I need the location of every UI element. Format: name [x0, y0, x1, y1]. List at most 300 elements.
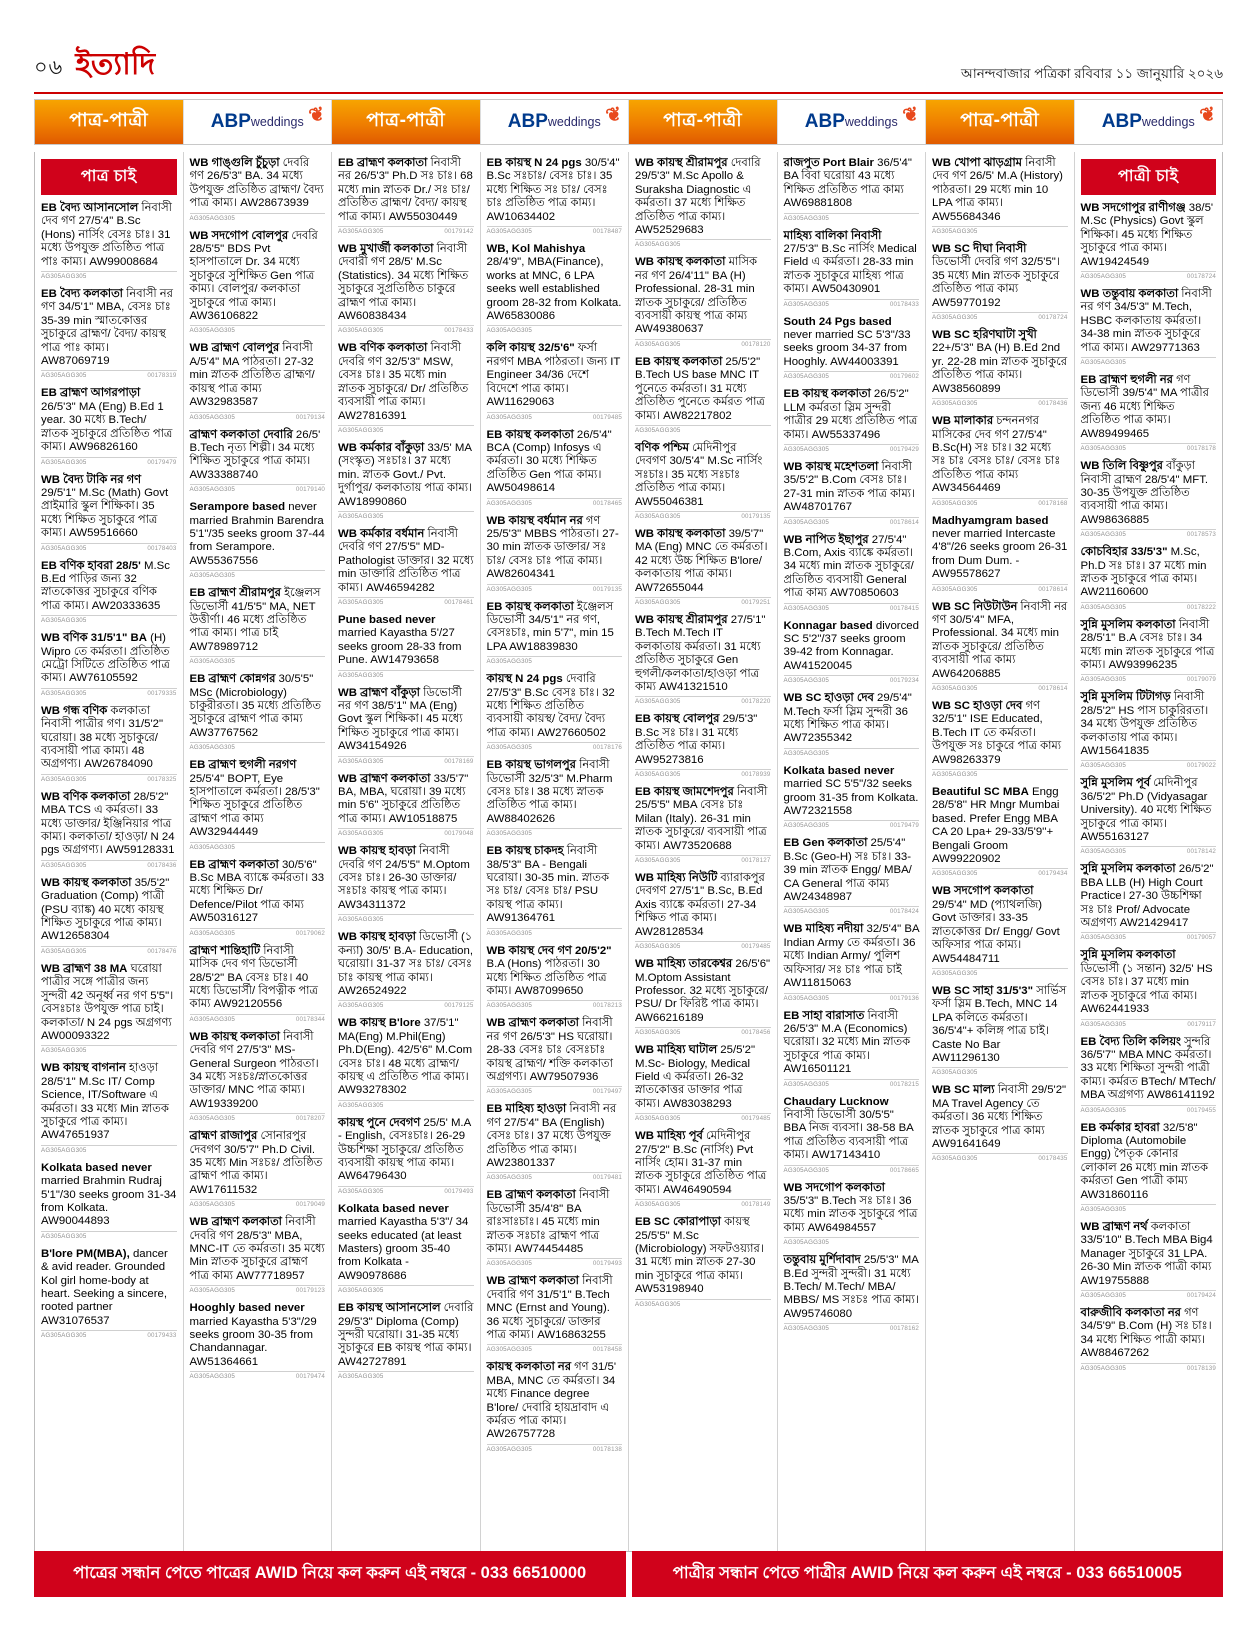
classified-ad[interactable]	[635, 256, 771, 347]
ad-code-right: 00179479	[147, 458, 177, 466]
ad-code-left: AG305AGG305	[635, 512, 681, 520]
ad-code	[41, 543, 177, 552]
classified-ad[interactable]	[190, 1031, 326, 1122]
classified-ad[interactable]	[784, 230, 920, 308]
ad-text: সুন্নি মুসলিম কলকাতা 26/5'2" BBA LLB (H) High Court Practice। 27-30 উচ্চশিক্ষা সঃ চাঃ Prof/ Advocate অগ্রগণ্য AW21429417	[1080, 863, 1214, 930]
classified-ad[interactable]	[1081, 374, 1217, 452]
ad-text: WB কায়স্থ বর্ধমান নর গণ 25/5'3" MBBS পাঠরতা। 27-30 min স্নাতক ডাক্তার/ সঃ চাঃ/ বেসঃ চাঃ পাত্র কাম্য। AW82604341	[486, 514, 619, 581]
ad-text: সুন্নি মুসলিম কলকাতা ডিভোর্সী (১ সন্তান) 32/5' HS বেসঃ চাঃ। 37 মধ্যে min স্নাতক সুচাকুরে পাত্র কাম্য। AW62441933	[1080, 949, 1213, 1016]
classified-ad[interactable]	[487, 845, 623, 936]
banner-patra-patri-4[interactable]	[629, 100, 778, 144]
ad-code-right: 00178573	[1186, 531, 1216, 539]
ad-code-right: 00178168	[1038, 499, 1068, 507]
ad-code	[41, 946, 177, 955]
banner-label: পাত্র-পাত্রী	[69, 110, 149, 131]
butterfly-icon: ❦	[1198, 103, 1219, 128]
classified-ad[interactable]	[190, 759, 326, 850]
ad-code-left: AG305AGG305	[189, 1015, 236, 1023]
classified-ad[interactable]	[487, 1189, 623, 1267]
masthead-rule	[34, 92, 1223, 94]
ad-code	[784, 820, 920, 829]
ad-code-left: AG305AGG305	[932, 314, 978, 322]
ad-code-left: AG305AGG305	[635, 857, 681, 865]
classified-ad[interactable]	[487, 1017, 623, 1095]
classified-ad[interactable]	[487, 673, 623, 751]
classified-ad[interactable]	[487, 945, 623, 1010]
ad-code-left: AG305AGG305	[189, 1373, 236, 1381]
ad-code-left: AG305AGG305	[932, 1155, 978, 1163]
ad-code-right: 00178149	[741, 1201, 771, 1209]
ad-code-right: 00178458	[592, 1346, 622, 1354]
ad-code	[1081, 760, 1217, 769]
footer-groom-helpline[interactable]: পাত্রের সন্ধান পেতে পাত্রের AWID নিয়ে কল করুন এই নম্বরে - 033 66510000	[34, 1551, 626, 1597]
ad-code-right: 00179135	[592, 585, 622, 593]
ad-code-left: AG305AGG305	[1080, 273, 1127, 281]
banner-patra-patri-0[interactable]	[35, 100, 184, 144]
ad-code	[338, 828, 474, 837]
classified-column-1	[35, 152, 184, 1551]
classified-ad[interactable]	[932, 157, 1068, 235]
classified-ad[interactable]	[1081, 777, 1217, 855]
banner-patra-patri-2[interactable]	[332, 100, 481, 144]
classified-ad[interactable]	[784, 1010, 920, 1088]
classified-ad[interactable]	[1081, 546, 1217, 611]
classified-ad[interactable]	[190, 342, 326, 420]
ad-code	[1081, 1363, 1217, 1372]
footer	[34, 1551, 1223, 1597]
classified-ad[interactable]	[784, 923, 920, 1001]
ad-code-left: AG305AGG305	[1080, 1292, 1127, 1299]
classified-ad[interactable]	[41, 288, 177, 379]
ad-code-left: AG305AGG305	[1080, 1205, 1127, 1213]
classified-ad[interactable]	[932, 786, 1068, 877]
ad-code-left: AG305AGG305	[932, 969, 978, 977]
classified-ad[interactable]	[41, 474, 177, 552]
ad-text: WB কায়স্থ শ্রীরামপুর 27/5'1" B.Tech M.Tech IT কলকাতায় কর্মরতা। 31 মধ্যে প্রতিষ্ঠিত সুচাকুরে Gen হুগলী/কলকাতা/হাওড়া পাত্র কাম্য AW41321510	[635, 613, 766, 693]
ad-code-left: AG305AGG305	[783, 604, 830, 612]
banner-label: পাত্র-পাত্রী	[366, 110, 446, 131]
ad-text: Hooghly based never married Kayastha 5'3"/29 seeks groom 30-35 from Chandannagar. AW51364661	[189, 1302, 317, 1368]
classified-ad[interactable]	[190, 1302, 326, 1380]
classified-ad[interactable]	[190, 587, 326, 665]
classified-ad[interactable]	[190, 157, 326, 222]
ad-code-right: 00179062	[295, 929, 325, 937]
ad-code-left: AG305AGG305	[338, 327, 384, 335]
classified-ad[interactable]	[635, 1216, 771, 1307]
ad-code-left: AG305AGG305	[486, 1002, 533, 1010]
classified-ad[interactable]	[487, 515, 623, 593]
classified-ad[interactable]	[932, 601, 1068, 692]
classified-ad[interactable]	[487, 157, 623, 235]
ad-code-left: AG305AGG305	[783, 214, 830, 222]
classified-ad[interactable]	[1081, 460, 1217, 538]
classified-ad[interactable]	[635, 872, 771, 950]
ad-code	[635, 855, 771, 864]
ad-text: Chaudary Lucknow নিবাসী ডিভোর্সী 30/5'5" BBA নিজ ব্যবসা। 38-58 BA পাত্র প্রতিষ্ঠিত ব্যবসায়ী পাত্র কাম্য। AW17143410	[783, 1095, 914, 1162]
classified-ad[interactable]	[487, 601, 623, 666]
banner-strip	[34, 99, 1223, 145]
ad-code-right: 00179140	[295, 486, 325, 494]
ad-code-right: 00178120	[741, 340, 771, 348]
ad-code-left: AG305AGG305	[189, 843, 236, 851]
classified-ad[interactable]	[338, 528, 474, 606]
ad-text: WB কায়স্থ মহেশতলা নিবাসী 35/5'2" B.Com বেসঃ চাঃ। 27-31 min স্নাতক পাত্র কাম্য। AW48701767	[783, 460, 916, 514]
classified-ad[interactable]	[41, 1248, 177, 1339]
classified-column-8	[1075, 152, 1223, 1551]
masthead-title: ইত্যাদি	[75, 48, 156, 81]
ad-code-left: AG305AGG305	[189, 1287, 236, 1295]
classified-ad[interactable]	[784, 461, 920, 526]
ad-code-left: AG305AGG305	[41, 1332, 87, 1340]
banner-abp-weddings-7[interactable]	[1075, 100, 1223, 144]
classified-ad[interactable]	[338, 687, 474, 765]
classified-ad[interactable]	[487, 1275, 623, 1353]
ad-text: WB মাহিষ্য নদীয়া 32/5'4" BA Indian Army তে কর্মরতা। 36 মধ্যে Indian Army/ পুলিশ অফিসার/ সঃ চাঃ পাত্র চাই AW11815063	[783, 923, 919, 990]
ad-code-right: 00178614	[1038, 685, 1068, 692]
ad-code-left: AG305AGG305	[41, 273, 87, 281]
ad-code	[338, 425, 474, 434]
classified-ad[interactable]	[784, 1254, 920, 1332]
ad-code-right: 00178939	[741, 771, 771, 779]
ad-code-right: 00178139	[1186, 1364, 1216, 1372]
banner-label: ABP	[1101, 111, 1142, 132]
ad-text: কলি কায়স্থ 32/5'6" ফর্সা নরগণ MBA পাঠরতা। জন্য IT Engineer 34/36 দেশে বিদেশে পাত্র কাম্য। AW11629063	[486, 342, 621, 409]
classified-ad[interactable]	[635, 157, 771, 248]
classified-ad[interactable]	[1081, 1307, 1217, 1372]
footer-bride-helpline[interactable]: পাত্রীর সন্ধান পেতে পাত্রীর AWID নিয়ে কল করুন এই নম্বরে - 033 66510005	[632, 1551, 1224, 1597]
ad-code-right: 00178435	[1038, 1155, 1068, 1163]
ad-code-left: AG305AGG305	[486, 1088, 533, 1096]
classified-ad[interactable]	[932, 885, 1068, 976]
ad-text: WB নাপিত ইছাপুর 27/5'4" B.Com, Axis ব্যাঙ্কে কর্মরতা। 34 মধ্যে min স্নাতক সুচাকুরে/ প্রতিষ্ঠিত ব্যবসায়ী General পাত্র কাম্য AW70850603	[783, 533, 914, 600]
classified-ad[interactable]	[190, 1216, 326, 1294]
classified-ad[interactable]	[932, 515, 1068, 593]
section-heading: পাত্র চাই	[41, 159, 177, 195]
ad-text: Kolkata based never married SC 5'5"/32 seeks groom 31-35 from Kolkata. AW72321558	[783, 764, 919, 818]
ad-code-right: 00179602	[889, 373, 919, 381]
ad-code-right: 00178142	[1186, 848, 1216, 856]
ad-code	[190, 842, 326, 851]
ad-code-right: 00178665	[889, 1166, 919, 1174]
ad-text: WB SC হাওড়া দেব গণ 32/5'1" ISE Educated, B.Tech IT তে কর্মরতা। উপযুক্ত সঃ চাকুরে পাত্র কাম্য AW98263379	[932, 700, 1062, 766]
ad-code-left: AG305AGG305	[189, 658, 236, 666]
ad-code	[1081, 602, 1217, 611]
ad-text: WB সদগোপ কলকাতা 35/5'3" B.Tech সঃ চাঃ। 36 মধ্যে min স্নাতক সুচাকুরে পাত্র কাম্য AW64984557	[783, 1181, 918, 1234]
classified-ad[interactable]	[41, 1062, 177, 1153]
ad-code-right: 00179117	[1187, 1020, 1216, 1028]
banner-label: ABP	[804, 111, 845, 132]
ad-code	[487, 325, 623, 334]
classified-ad[interactable]	[1081, 691, 1217, 769]
ad-code-left: AG305AGG305	[783, 1080, 830, 1088]
classified-ad[interactable]	[932, 415, 1068, 506]
classified-ad[interactable]	[784, 620, 920, 685]
classified-ad[interactable]	[190, 429, 326, 494]
ad-code-left: AG305AGG305	[932, 499, 978, 507]
classified-ad[interactable]	[635, 1044, 771, 1122]
ad-code	[635, 1199, 771, 1208]
ad-code-right: 00178433	[889, 300, 919, 308]
ad-code-left: AG305AGG305	[41, 947, 87, 955]
butterfly-icon: ❦	[604, 103, 625, 128]
classified-ad[interactable]	[338, 243, 474, 334]
ad-code-right: 00178436	[147, 861, 177, 869]
ad-code-right: 00179234	[889, 677, 919, 685]
classified-ad[interactable]	[190, 859, 326, 937]
ad-text: তন্তুবায় মুর্শিদাবাদ 25/5'3" MA B.Ed সুন্দরী সুন্দরী। 31 মধ্যে B.Tech/ M.Tech/ MBA/ MBBS/ MS সঃচঃ পাত্র কাম্য। AW95746080	[783, 1254, 919, 1320]
ad-code-left: AG305AGG305	[635, 1029, 681, 1037]
ad-code-left: AG305AGG305	[1080, 603, 1127, 611]
classified-ad[interactable]	[338, 442, 474, 520]
banner-sublabel: weddings	[844, 115, 898, 129]
classified-ad[interactable]	[1081, 1122, 1217, 1213]
ad-code	[932, 1067, 1068, 1076]
ad-text: Pune based never married Kayastha 5'/27 seeks groom 28-33 from Pune. AW14793658	[338, 613, 462, 667]
classified-ad[interactable]	[190, 673, 326, 751]
banner-abp-weddings-5[interactable]	[778, 100, 927, 144]
classified-ad[interactable]	[784, 316, 920, 381]
ad-code-left: AG305AGG305	[486, 1260, 533, 1268]
classified-ad[interactable]	[1081, 1221, 1217, 1299]
classified-ad[interactable]	[635, 958, 771, 1036]
classified-ad[interactable]	[635, 356, 771, 434]
ad-code-left: AG305AGG305	[189, 214, 236, 222]
classified-ad[interactable]	[41, 387, 177, 465]
ad-code-right: 00178476	[147, 947, 177, 955]
ad-code	[635, 1027, 771, 1036]
ad-text: WB বৈদ্য টাকি নর গণ 29/5'1" M.Sc (Math) Govt প্রাইমারি স্কুল শিক্ষিকা। 35 মধ্যে শিক্ষিত সুচাকুরে পাত্র কাম্য। AW59516660	[41, 473, 169, 540]
ad-text: WB কর্মকার বাঁকুড়া 33/5' MA (সংস্কৃত) সঃচাঃ। 37 মধ্যে min. স্নাতক Govt./ Pvt. দুর্গাপুর/ কলকাতায় পাত্র কাম্য। AW18990860	[338, 441, 473, 508]
ad-code-right: 00179479	[889, 822, 919, 830]
ad-code	[1081, 1105, 1217, 1114]
classified-ad[interactable]	[338, 1203, 474, 1294]
classified-ad[interactable]	[338, 342, 474, 433]
ad-text: ব্রাহ্মণ শান্তিহাটি নিবাসী মাসিক দেব গণ ডিভোর্সী 28/5'2" BA বেসঃ চাঃ। 40 মধ্যে ডিভোর্সী/ বিপত্নীক পাত্র কাম্য AW92120556	[189, 944, 318, 1011]
classified-ad[interactable]	[784, 157, 920, 222]
banner-abp-weddings-3[interactable]	[481, 100, 630, 144]
banner-patra-patri-6[interactable]	[926, 100, 1075, 144]
classified-ad[interactable]	[784, 1096, 920, 1174]
ad-text: WB মাহিষ্য তারকেশ্বর 26/5'6" M.Optom Assistant Professor. 32 মধ্যে সুচাকুরে/ PSU/ Dr ফিরিষ্ট পাত্র কাম্য। AW66216189	[635, 958, 771, 1024]
ad-code	[487, 1344, 623, 1353]
classified-ad[interactable]	[487, 243, 623, 334]
classified-ad[interactable]	[635, 1130, 771, 1208]
ad-code	[338, 670, 474, 679]
classified-ad[interactable]	[1081, 863, 1217, 941]
classified-ad[interactable]	[487, 342, 623, 420]
ad-code-left: AG305AGG305	[635, 771, 681, 779]
ad-code-left: AG305AGG305	[486, 413, 533, 421]
ad-text: ব্রাহ্মণ রাজাপুর সোনারপুর দেবগণ 30/5'7" Ph.D Civil. 35 মধ্যে Min সঃচঃ/ প্রতিষ্ঠিত ব্রাহ্মণ পাত্র কাম্য। AW17611532	[189, 1130, 323, 1196]
classified-ad[interactable]	[784, 837, 920, 915]
ad-code-left: AG305AGG305	[338, 916, 384, 924]
ad-code	[190, 484, 326, 493]
ad-code-left: AG305AGG305	[41, 458, 87, 466]
ad-code	[784, 1079, 920, 1088]
ad-code-right: 00179485	[592, 413, 622, 421]
classified-ad[interactable]	[932, 329, 1068, 407]
classified-ad[interactable]	[41, 963, 177, 1054]
butterfly-icon: ❦	[901, 103, 922, 128]
ad-code	[1081, 1290, 1217, 1299]
ad-code-left: AG305AGG305	[783, 994, 830, 1002]
ad-code-left: AG305AGG305	[1080, 1020, 1127, 1028]
classified-ad[interactable]	[190, 501, 326, 579]
classified-ad[interactable]	[41, 791, 177, 869]
ad-code	[1081, 271, 1217, 280]
classified-ad[interactable]	[487, 1361, 623, 1452]
ad-code	[338, 1000, 474, 1009]
ad-text: WB SC সাহা 31/5'3" সার্ভিস ফর্সা স্লিম B.Tech, MNC 14 LPA কলিতে কর্মরতা। 36/5'4"+ কলিঙ্গ পাত্র চাই। Caste No Bar AW11296130	[932, 984, 1067, 1064]
classified-ad[interactable]	[932, 243, 1068, 321]
ad-text: WB কায়স্থ হাবড়া ডিভোর্সী (১ কন্যা) 30/5' B.A- Education, ঘরোয়া। 31-37 সঃ চাঃ/ বেসঃ চাঃ কায়স্থ পাত্র কাম্য। AW26524922	[338, 931, 473, 997]
classified-ad[interactable]	[932, 985, 1068, 1076]
classified-ad[interactable]	[338, 1017, 474, 1108]
ad-text: WB কায়স্থ কলকাতা মাসিক নর গণ 26/4'11" BA (H) Professional. 28-31 min স্নাতক সুচাকুরে/ প্রতিষ্ঠিত ব্যবসায়ী কায়স্থ পাত্র কাম্য AW49380637	[635, 256, 757, 336]
ad-code	[41, 1145, 177, 1154]
classified-ad[interactable]	[41, 632, 177, 697]
classified-ad[interactable]	[932, 700, 1068, 778]
ad-code	[784, 675, 920, 684]
ad-code-left: AG305AGG305	[635, 1201, 681, 1209]
ad-code	[784, 1237, 920, 1246]
classified-ad[interactable]	[635, 786, 771, 864]
classified-ad[interactable]	[190, 230, 326, 335]
classified-ad[interactable]	[635, 528, 771, 606]
classified-ad[interactable]	[487, 429, 623, 507]
ad-code	[190, 656, 326, 665]
classified-column-3	[332, 152, 481, 1551]
ad-code-left: AG305AGG305	[486, 929, 533, 937]
classified-ad[interactable]	[41, 1162, 177, 1240]
ad-text: রাজপুত Port Blair 36/5'4" BA বিবা ঘরোয়া 43 মধ্যে শিক্ষিত প্রতিষ্ঠিত পাত্র কাম্য AW69881808	[783, 157, 912, 210]
ad-code-left: AG305AGG305	[486, 327, 533, 335]
ad-text: WB মাহিষ্য ঘাটাল 25/5'2" M.Sc- Biology, Medical Field এ কর্মরতা। 26-32 স্নাতকোত্তর ডাক্তার পাত্র কাম্য। AW83038293	[635, 1044, 755, 1110]
ad-code	[190, 1285, 326, 1294]
classified-column-2	[184, 152, 333, 1551]
ad-code-right: 00179493	[592, 1260, 622, 1268]
ad-code-right: 00178415	[889, 604, 919, 612]
classified-ad[interactable]	[338, 1302, 474, 1380]
ad-text: WB কায়স্থ শ্রীরামপুর দেবারি 29/5'3" M.Sc Apollo & Suraksha Diagnostic এ কর্মরতা। 37 মধ্যে শিক্ষিত প্রতিষ্ঠিত পাত্র কাম্য। AW52529683	[635, 157, 761, 237]
classified-ad[interactable]	[190, 1130, 326, 1208]
ad-code	[41, 370, 177, 379]
classified-ad[interactable]	[1081, 288, 1217, 366]
ad-code	[41, 457, 177, 466]
ad-code	[338, 226, 474, 235]
ad-code-left: AG305AGG305	[783, 445, 830, 453]
classified-ad[interactable]	[1081, 949, 1217, 1027]
ad-code-right: 00179485	[741, 943, 771, 951]
ad-code-left: AG305AGG305	[338, 1187, 384, 1195]
ad-code-right: 00178614	[889, 518, 919, 526]
classified-ad[interactable]	[487, 1103, 623, 1181]
ad-code-right: 00178424	[889, 908, 919, 916]
ad-text: WB কর্মকার বর্ধমান নিবাসী দেবরি গণ 27/5'5" MD- Pathologist ডাক্তার। 32 মধ্যে min ডাক্তারি প্রতিষ্ঠিত পাত্র কাম্য। AW46594282	[338, 527, 474, 594]
ad-code	[487, 584, 623, 593]
masthead-left	[34, 50, 155, 86]
classified-ad[interactable]	[338, 773, 474, 838]
classified-ad[interactable]	[338, 157, 474, 235]
ad-code	[190, 412, 326, 421]
ad-code-left: AG305AGG305	[1080, 531, 1127, 539]
classified-ad[interactable]	[1081, 202, 1217, 280]
classified-ad[interactable]	[635, 442, 771, 520]
classified-ad[interactable]	[784, 534, 920, 612]
ad-text: মাহিষ্য বালিকা নিবাসী 27/5'3" B.Sc নার্সিং Medical Field এ কর্মরতা। 28-33 min স্নাতক সুচাকুরে মাহিষ্য পাত্র কাম্য। AW50430901	[783, 229, 917, 296]
ad-code	[338, 1285, 474, 1294]
ad-code	[932, 868, 1068, 877]
classified-ad[interactable]	[41, 705, 177, 783]
ad-code-right: 00179335	[147, 689, 177, 697]
classified-ad[interactable]	[784, 765, 920, 830]
ad-code-left: AG305AGG305	[486, 585, 533, 593]
ad-code-left: AG305AGG305	[783, 300, 830, 308]
classified-ad[interactable]	[1081, 1036, 1217, 1114]
classified-ad[interactable]	[41, 202, 177, 280]
ad-code-left: AG305AGG305	[41, 544, 87, 552]
ad-code-left: AG305AGG305	[1080, 359, 1127, 367]
ad-code-left: AG305AGG305	[486, 1445, 533, 1453]
ad-code-left: AG305AGG305	[189, 1115, 236, 1123]
classified-ad[interactable]	[932, 1084, 1068, 1162]
ad-code	[41, 860, 177, 869]
classified-ad[interactable]	[190, 945, 326, 1023]
ad-code-left: AG305AGG305	[189, 1201, 236, 1209]
ad-text: EB কায়স্থ ভাগলপুর নিবাসী ডিভোর্সী 32/5'3" M.Pharm বেসঃ চাঃ। 38 মধ্যে স্নাতক প্রতিষ্ঠিত পাত্র কাম্য। AW88402626	[486, 759, 613, 825]
ad-code-right: 00179497	[592, 1088, 622, 1096]
ad-text: WB গন্ধ বণিক কলকাতা নিবাসী পাত্রীর গণ। 31/5'2" ঘরোয়া। 38 মধ্যে সুচাকুরে/ ব্যবসায়ী পাত্র কাম্য। 48 অগ্রগণ্য। AW26784090	[41, 704, 164, 771]
ad-code	[487, 1258, 623, 1267]
classified-ad[interactable]	[784, 692, 920, 757]
classified-ad[interactable]	[338, 614, 474, 679]
ad-code-right: 00178319	[147, 372, 177, 380]
ad-code-left: AG305AGG305	[486, 830, 533, 838]
classified-column-5	[629, 152, 778, 1551]
classified-ad[interactable]	[784, 388, 920, 453]
classified-ad[interactable]	[487, 759, 623, 837]
ad-code-right: 00179142	[444, 228, 474, 236]
ad-text: Beautiful SC MBA Engg 28/5'8'' HR Mngr Mumbai based. Prefer Engg MBA CA 20 Lpa+ 29-33/5'9''+ Bengali Groom AW99220902	[932, 786, 1060, 866]
ad-code-left: AG305AGG305	[932, 228, 978, 236]
ad-code-left: AG305AGG305	[41, 1146, 87, 1154]
ad-code-left: AG305AGG305	[486, 744, 533, 752]
classified-ad[interactable]	[41, 560, 177, 625]
ad-code-right: 00178344	[295, 1015, 325, 1023]
ad-text: WB সদগোপুর রাণীগঞ্জ 38/5' M.Sc (Physics) Govt স্কুল শিক্ষিকা। 45 মধ্যে শিক্ষিত সুচাকুরে পাত্র কাম্য। AW19424549	[1080, 202, 1214, 268]
ad-code-left: AG305AGG305	[189, 413, 236, 421]
ad-code	[932, 398, 1068, 407]
ad-code-right: 00178176	[592, 744, 622, 752]
ad-text: WB ব্রাহ্মণ কলকাতা নিবাসী দেবরি গণ 28/5'3" MBA, MNC-IT তে কর্মরতা। 35 মধ্যে Min স্নাতক সুচাকুরে ব্রাহ্মণ পাত্র কাম্য AW77718957	[189, 1216, 325, 1282]
classified-ad[interactable]	[338, 931, 474, 1009]
classified-ad[interactable]	[635, 713, 771, 778]
ad-code-left: AG305AGG305	[635, 1300, 681, 1308]
ad-code-left: AG305AGG305	[486, 1346, 533, 1354]
classified-ad[interactable]	[1081, 619, 1217, 684]
classified-ad[interactable]	[338, 845, 474, 923]
ad-code-left: AG305AGG305	[486, 499, 533, 507]
banner-abp-weddings-1[interactable]	[184, 100, 333, 144]
ad-text: Kolkata based never married Brahmin Rudraj 5'1"/30 seeks groom 31-34 from Kolkata. AW90044893	[41, 1161, 177, 1228]
ad-text: EB SC কোরাপাড়া কায়স্থ 25/5'5" M.Sc (Microbiology) সফটওয়্যার। 31 মধ্যে min স্নাতক 27-30 min সুচাকুরে পাত্র কাম্য। AW53198940	[635, 1216, 764, 1296]
classified-ad[interactable]	[635, 614, 771, 705]
ad-code	[487, 828, 623, 837]
classified-ad[interactable]	[41, 877, 177, 955]
classified-ad[interactable]	[338, 1117, 474, 1195]
classified-ad[interactable]	[784, 1182, 920, 1247]
ad-code	[1081, 529, 1217, 538]
